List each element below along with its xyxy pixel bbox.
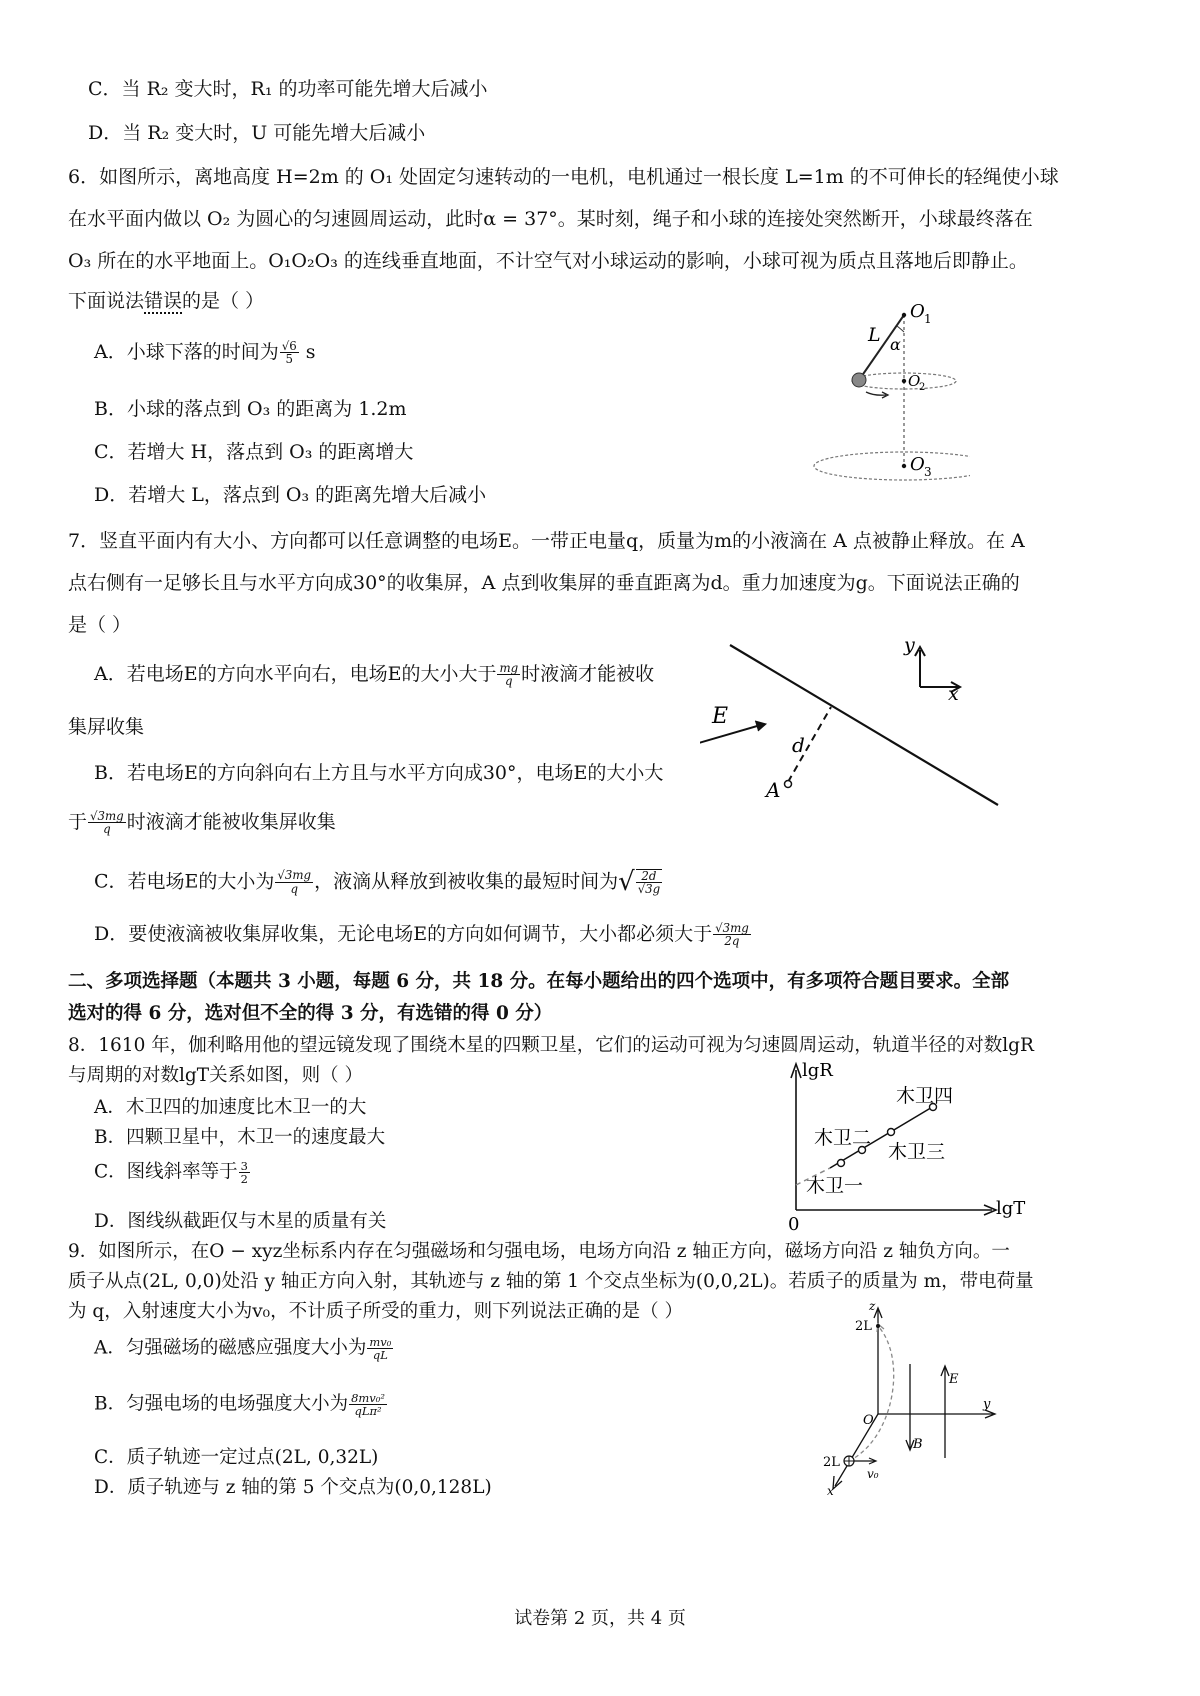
q9-stem-line1: 9．如图所示，在O − xyz坐标系内存在匀强磁场和匀强电场，电场方向沿 z 轴正方向，磁场方向沿 z 轴负方向。一 [68,1241,1010,1262]
q6-fig-label-l: L [868,324,881,346]
fraction-numerator: 8mv₀² [351,1391,385,1405]
q9-option-b-fraction [349,1392,387,1417]
q6-figure [800,300,970,490]
q8-stem-line1: 8．1610 年，伽利略用他的望远镜发现了围绕木星的四颗卫星，它们的运动可视为匀速圆周运动，轨道半径的对数lgR [68,1035,1034,1056]
q8-option-a: A．木卫四的加速度比木卫一的大 [94,1097,367,1118]
q9-fig-label-e: E [949,1372,959,1387]
fraction-numerator: √6 [281,339,297,353]
page-footer: 试卷第 2 页，共 4 页 [514,1608,686,1629]
q6-stem-line1: 6．如图所示，离地高度 H=2m 的 O₁ 处固定匀速转动的一电机，电机通过一根长度 L=1m 的不可伸长的轻绳使小球 [68,166,1059,188]
q6-fig-label-o1: O [910,301,925,322]
q9-fig-origin: O [863,1413,874,1428]
section-2-heading-line2: 选对的得 6 分，选对但不全的得 3 分，有选错的得 0 分） [68,1003,553,1024]
q8-option-c [94,1160,251,1185]
q7-option-b-fraction [88,810,126,836]
q9-stem-line3: 为 q，入射速度大小为v₀，不计质子所受的重力，则下列说法正确的是（ ） [68,1301,683,1322]
q8-option-c-fraction [239,1160,250,1185]
section-2-heading-line1: 二、多项选择题（本题共 3 小题，每题 6 分，共 18 分。在每小题给出的四个选项中，有多项符合题目要求。全部 [68,971,1010,992]
q8-option-d: D．图线纵截距仅与木星的质量有关 [94,1211,387,1232]
q6-fig-label-alpha: α [890,335,901,354]
q8-figure [780,1056,1040,1236]
q7-option-b-continued [68,810,336,836]
q9-option-b [94,1392,388,1417]
fraction-numerator: √3mg [277,868,312,883]
q7-option-d-text: D．要使液滴被收集屏收集，无论电场E的方向如何调节，大小都必须大于 [94,922,713,945]
q9-fig-label-b: B [913,1437,923,1452]
fraction-numerator: 3 [240,1159,248,1173]
q8-fig-label-moon4: 木卫四 [896,1085,954,1107]
q6-option-a [94,340,316,366]
q7-option-d [94,922,752,948]
q6-stem-line2: 在水平面内做以 O₂ 为圆心的匀速圆周运动，此时α = 37°。某时刻，绳子和小球的连接处突然断开，小球最终落在 [68,208,1033,230]
q6-stem-line4 [68,290,264,314]
q6-stem-text: 下面说法 [68,290,145,312]
fraction-numerator: √3mg [90,809,124,823]
q7-option-a-fraction [497,662,520,688]
q9-figure [815,1298,1015,1498]
q8-fig-label-moon1: 木卫一 [806,1175,864,1197]
q7-fig-label-d: d [792,733,805,757]
q8-option-b: B．四颗卫星中，木卫一的速度最大 [94,1127,386,1148]
q7-option-a [94,662,654,688]
q9-fig-label-2l-x: 2L [823,1455,840,1470]
q9-fig-axis-x: x [827,1484,834,1498]
q7-option-b: B．若电场E的方向斜向右上方且与水平方向成30°，电场E的大小大 [94,762,664,784]
q8-fig-label-moon3: 木卫三 [888,1141,946,1163]
fraction-denominator: q [290,881,299,896]
q9-option-c: C．质子轨迹一定过点(2L, 0,32L) [94,1447,379,1468]
q6-option-c: C．若增大 H，落点到 O₃ 的距离增大 [94,441,414,463]
q8-fig-axis-x: lgT [996,1198,1026,1219]
q6-fig-sub-1: 1 [924,312,932,326]
q9-fig-axis-z: z [869,1299,876,1313]
q6-option-b: B．小球的落点到 O₃ 的距离为 1.2m [94,398,407,420]
q9-stem-line2: 质子从点(2L, 0,0)处沿 y 轴正方向入射，其轨迹与 z 轴的第 1 个交点坐标为(0,0,2L)。若质子的质量为 m，带电荷量 [68,1271,1034,1292]
q7-figure [700,625,1100,850]
q9-option-a-fraction [367,1336,393,1361]
fraction-numerator: 2d [636,870,663,883]
fraction-denominator: q [505,674,513,689]
q6-option-a-text: A．小球下落的时间为 [94,340,279,363]
q9-option-a-text: A．匀强磁场的磁感应强度大小为 [94,1337,367,1359]
q7-fig-axis-y: y [904,634,915,656]
q6-option-a-fraction [280,340,299,366]
q5-option-d: D．当 R₂ 变大时，U 可能先增大后减小 [88,122,426,144]
q7-option-c [94,866,663,899]
sqrt-sign: √ [618,867,635,897]
fraction-denominator: 2q [724,934,740,949]
q7-option-a-text-end: 时液滴才能被收 [521,662,655,685]
q7-fig-label-a: A [766,778,781,802]
q7-option-c-text: C．若电场E的大小为 [94,870,275,893]
q7-option-d-fraction [713,922,751,948]
fraction-denominator: 2 [240,1172,248,1187]
fraction-denominator: qLπ² [354,1404,382,1419]
q8-option-c-text: C．图线斜率等于 [94,1161,238,1183]
q7-option-a-text: A．若电场E的方向水平向右，电场E的大小大于 [94,662,497,685]
q7-fig-label-e: E [712,704,729,729]
q7-stem-line3: 是（ ） [68,614,132,636]
fraction-denominator: √3g [637,882,661,897]
q5-option-c: C．当 R₂ 变大时，R₁ 的功率可能先增大后减小 [88,78,488,100]
q6-option-a-unit: s [299,340,316,363]
fraction-numerator: √3mg [715,921,749,935]
q7-option-a-continued: 集屏收集 [68,716,145,738]
q9-fig-label-2l-z: 2L [855,1319,872,1334]
q7-option-c-fraction [275,869,313,895]
q7-option-c-text-mid: ，液滴从释放到被收集的最短时间为 [314,870,619,893]
q7-option-b-text-end: 时液滴才能被收集屏收集 [126,810,336,833]
q7-option-c-sqrt-fraction [636,869,663,896]
q6-stem-line3: O₃ 所在的水平地面上。O₁O₂O₃ 的连线垂直地面，不计空气对小球运动的影响，小球可视为质点且落地后即静止。 [68,250,1028,272]
q7-stem-line2: 点右侧有一足够长且与水平方向成30°的收集屏，A 点到收集屏的垂直距离为d。重力加速度为g。下面说法正确的 [68,572,1020,594]
q8-fig-label-moon2: 木卫二 [814,1127,872,1149]
q6-option-d: D．若增大 L，落点到 O₃ 的距离先增大后减小 [94,484,487,506]
q6-emphasis-wrong: 错误 [144,290,183,312]
q8-fig-origin: 0 [788,1214,800,1235]
q7-stem-line1: 7．竖直平面内有大小、方向都可以任意调整的电场E。一带正电量q，质量为m的小液滴在 A 点被静止释放。在 A [68,530,1025,552]
q6-fig-label-o3: O [910,454,925,475]
fraction-numerator: mv₀ [369,1335,392,1349]
q9-option-a [94,1336,394,1361]
q9-option-b-text: B．匀强电场的电场强度大小为 [94,1393,349,1415]
q7-fig-axis-x: x [948,683,959,705]
q6-stem-paren: 的是（ ） [182,290,265,312]
q9-option-d: D．质子轨迹与 z 轴的第 5 个交点为(0,0,128L) [94,1477,492,1498]
fraction-denominator: qL [372,1348,388,1363]
q6-fig-label-o2: O [908,372,921,390]
q7-option-b-text: 于 [68,810,88,833]
q6-fig-sub-3: 3 [924,465,932,479]
fraction-denominator: q [103,822,111,837]
q6-fig-sub-2: 2 [919,382,926,393]
q8-stem-line2: 与周期的对数lgT关系如图，则（ ） [68,1065,363,1086]
fraction-numerator: mg [499,661,519,675]
q8-fig-axis-y: lgR [802,1060,833,1081]
q9-fig-label-v0: v₀ [867,1467,879,1481]
fraction-denominator: 5 [285,352,293,367]
q9-fig-axis-y: y [983,1397,991,1412]
